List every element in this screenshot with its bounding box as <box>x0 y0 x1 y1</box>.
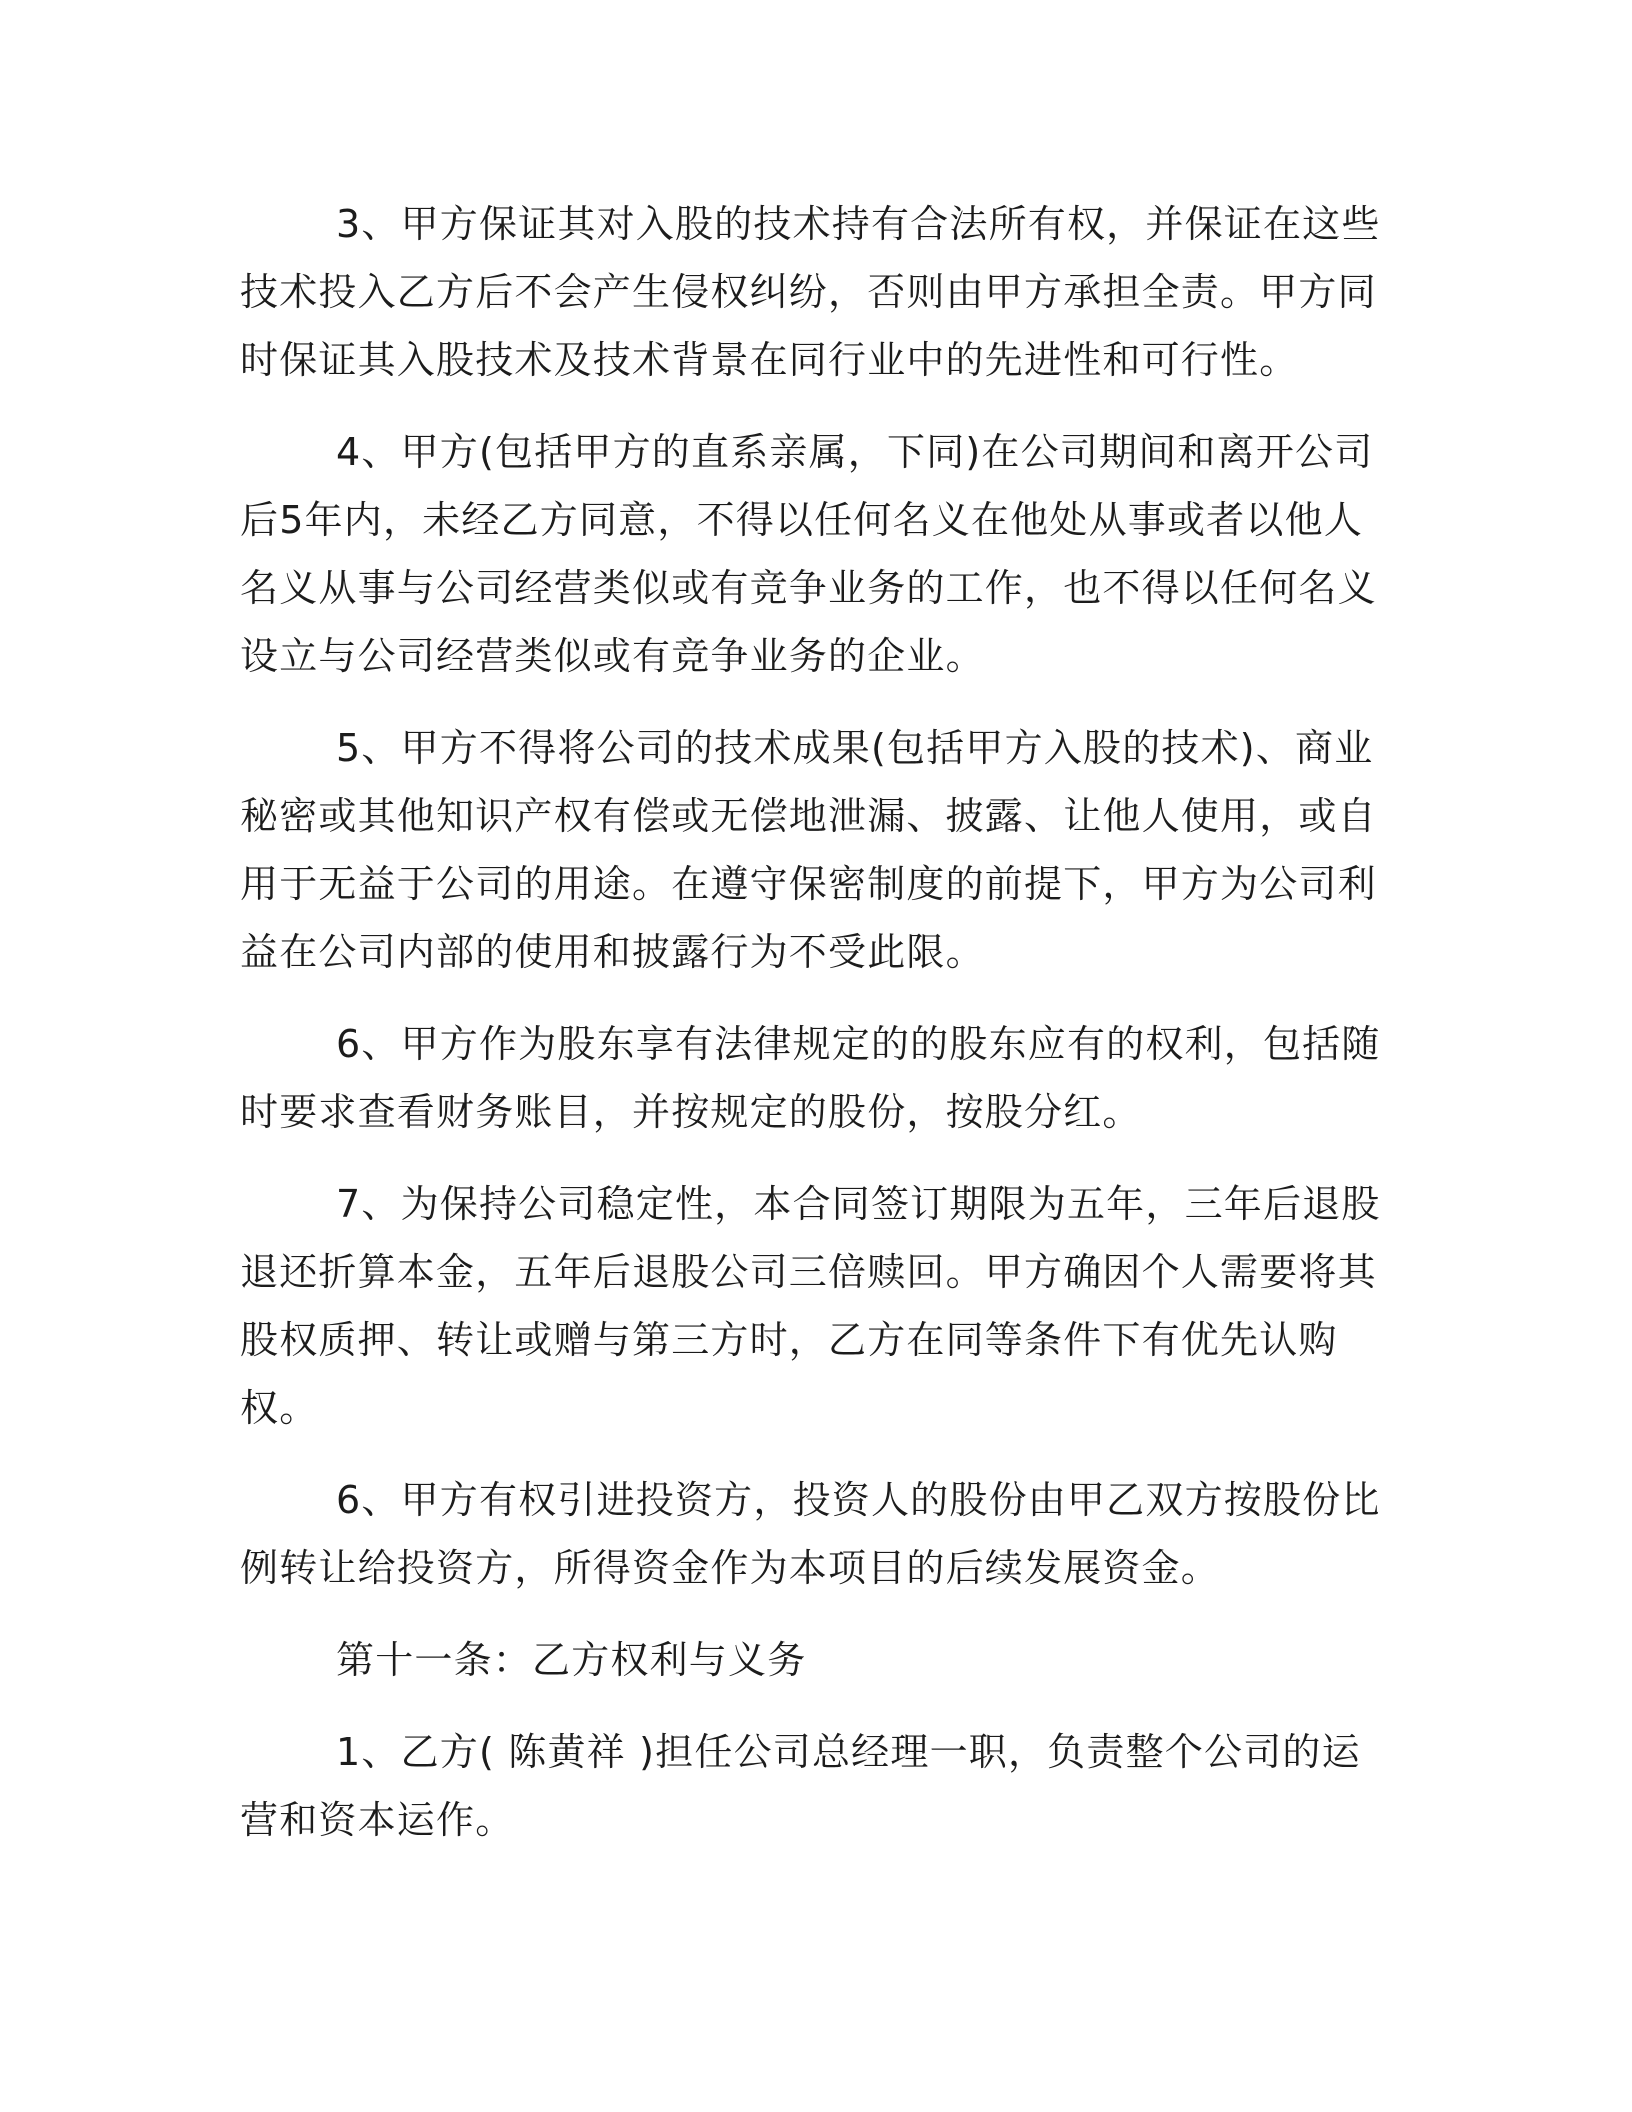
article-11-heading: 第十一条：乙方权利与义务 <box>336 1638 807 1682</box>
clause-7-paragraph: 7、为保持公司稳定性，本合同签订期限为五年，三年后退股退还折算本金，五年后退股公司三倍赎回。甲方确因个人需要将其股权质押、转让或赠与第三方时，乙方在同等条件下有优先认购权。 <box>240 1182 1381 1430</box>
clause-6-paragraph: 6、甲方作为股东享有法律规定的的股东应有的权利，包括随时要求查看财务账目，并按规定的股份，按股分红。 <box>240 1022 1381 1134</box>
clause-3-paragraph: 3、甲方保证其对入股的技术持有合法所有权，并保证在这些技术投入乙方后不会产生侵权纠纷，否则由甲方承担全责。甲方同时保证其入股技术及技术背景在同行业中的先进性和可行性。 <box>240 202 1381 382</box>
article-11-clause-1-paragraph: 1、乙方( 陈黄祥 )担任公司总经理一职，负责整个公司的运营和资本运作。 <box>240 1730 1361 1842</box>
clause-4-paragraph: 4、甲方(包括甲方的直系亲属，下同)在公司期间和离开公司后5年内，未经乙方同意，不得以任何名义在他处从事或者以他人名义从事与公司经营类似或有竞争业务的工作，也不得以任何名义设立与公司经营类似或有竞争业务的企业。 <box>240 430 1377 678</box>
document-body <box>240 190 1382 1878</box>
clause-6b-paragraph: 6、甲方有权引进投资方，投资人的股份由甲乙双方按股份比例转让给投资方，所得资金作为本项目的后续发展资金。 <box>240 1478 1381 1590</box>
clause-5-paragraph: 5、甲方不得将公司的技术成果(包括甲方入股的技术)、商业秘密或其他知识产权有偿或无偿地泄漏、披露、让他人使用，或自用于无益于公司的用途。在遵守保密制度的前提下，甲方为公司利益在公司内部的使用和披露行为不受此限。 <box>240 726 1377 974</box>
